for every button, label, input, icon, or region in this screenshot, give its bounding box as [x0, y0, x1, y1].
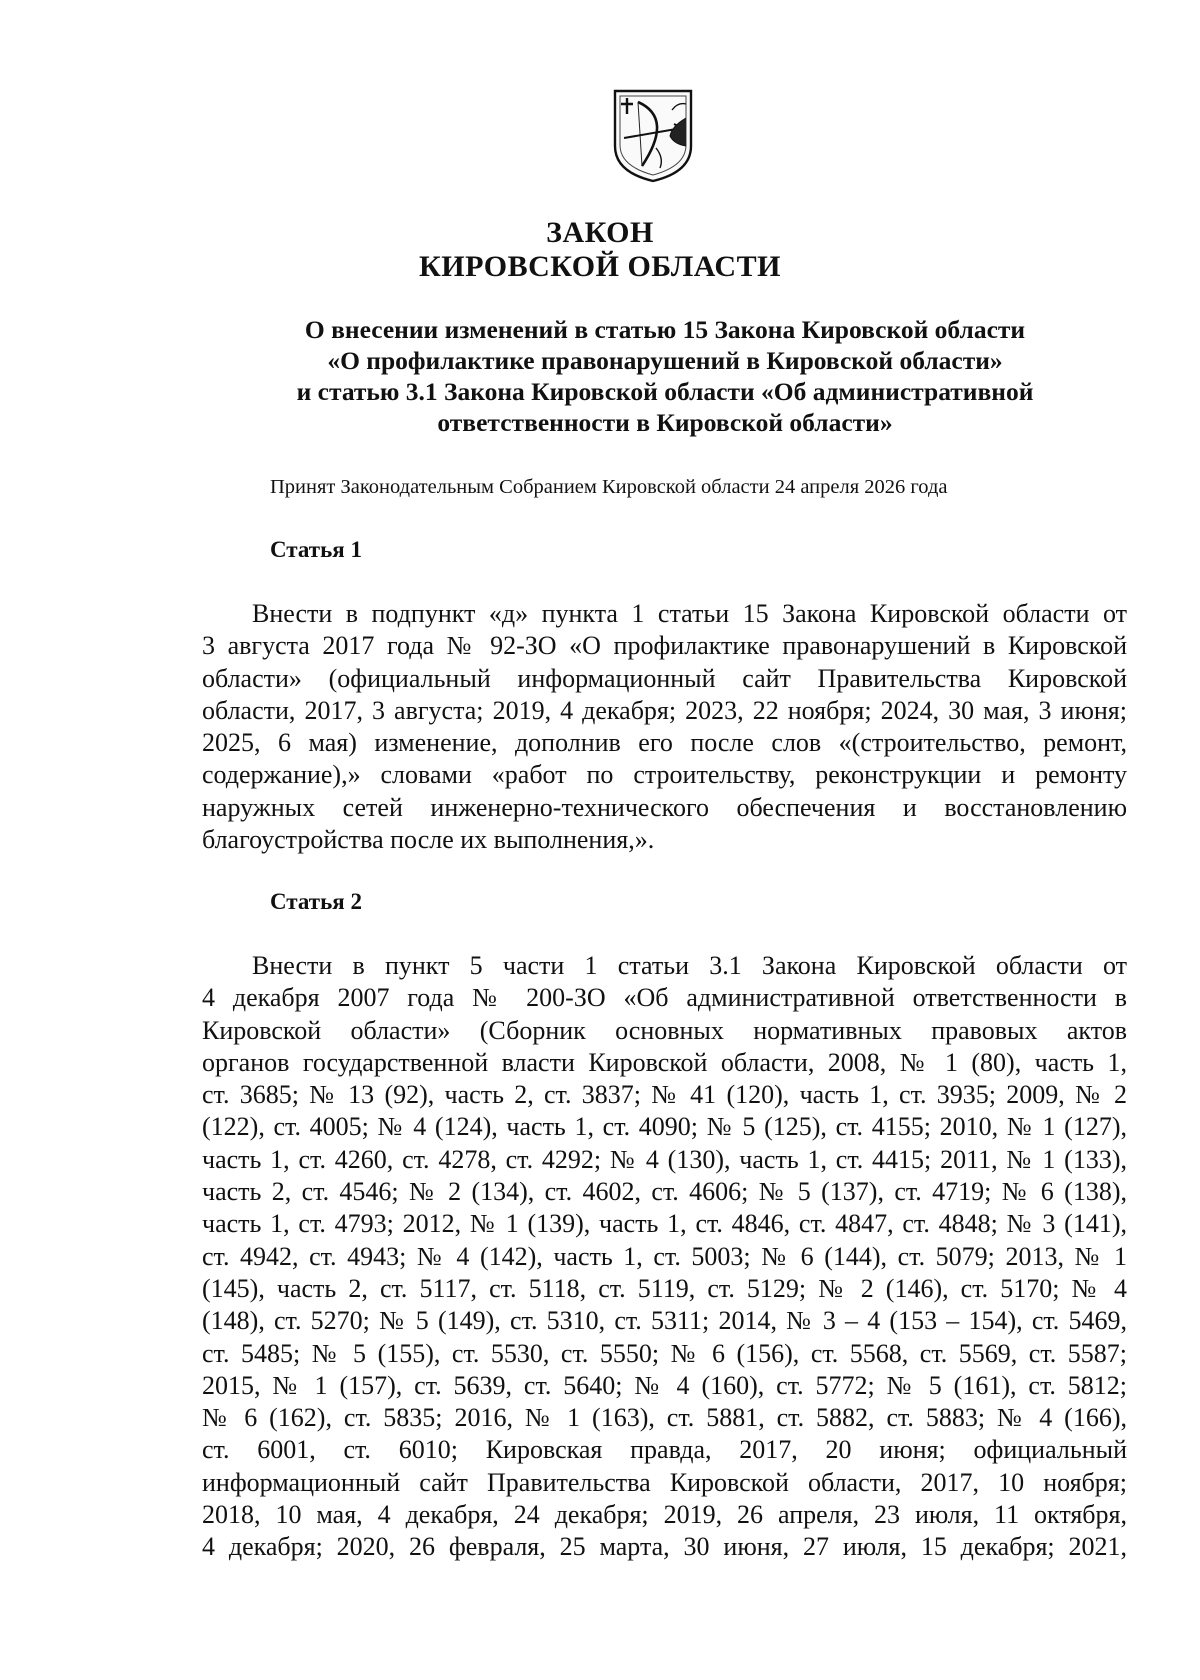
text-line: 2018, 10 мая, 4 декабря, 24 декабря; 2019, 26 апреля, 23 июля, 11 октября, — [202, 1500, 1127, 1530]
text-line: ст. 3685; № 13 (92), часть 2, ст. 3837; № 41 (120), часть 1, ст. 3935; 2009, № 2 — [202, 1080, 1127, 1110]
text-line: содержание),» словами «работ по строительству, реконструкции и ремонту — [202, 760, 1127, 790]
text-line: ст. 6001, ст. 6010; Кировская правда, 2017, 20 июня; официальный — [202, 1435, 1127, 1465]
subject-line: и статью 3.1 Закона Кировской области «Об административной — [296, 377, 1034, 406]
text-line: 4 декабря 2007 года № 200-ЗО «Об административной ответственности в — [202, 983, 1127, 1013]
text-line: ст. 4942, ст. 4943; № 4 (142), часть 1, ст. 5003; № 6 (144), ст. 5079; 2013, № 1 — [202, 1241, 1127, 1271]
article-1-title: Статья 1 — [270, 537, 362, 562]
text-line: № 6 (162), ст. 5835; 2016, № 1 (163), ст. 5881, ст. 5882, ст. 5883; № 4 (166), — [202, 1403, 1127, 1433]
coat-of-arms-emblem — [612, 88, 694, 184]
text-line: (122), ст. 4005; № 4 (124), часть 1, ст. 4090; № 5 (125), ст. 4155; 2010, № 1 (127), — [202, 1112, 1127, 1142]
text-line: (145), часть 2, ст. 5117, ст. 5118, ст. 5119, ст. 5129; № 2 (146), ст. 5170; № 4 — [202, 1273, 1127, 1303]
text-line: области» (официальный информационный сайт Правительства Кировской — [202, 663, 1127, 693]
text-line: органов государственной власти Кировской области, 2008, № 1 (80), часть 1, — [202, 1047, 1127, 1077]
text-line: благоустройства после их выполнения,». — [202, 825, 655, 855]
text-line: области, 2017, 3 августа; 2019, 4 декабря; 2023, 22 ноября; 2024, 30 мая, 3 июня; — [202, 695, 1127, 725]
text-line: (148), ст. 5270; № 5 (149), ст. 5310, ст. 5311; 2014, № 3 – 4 (153 – 154), ст. 5469, — [202, 1306, 1127, 1336]
law-subject — [235, 314, 1095, 438]
text-line: часть 2, ст. 4546; № 2 (134), ст. 4602, ст. 4606; № 5 (137), ст. 4719; № 6 (138), — [202, 1177, 1127, 1207]
text-line: ст. 5485; № 5 (155), ст. 5530, ст. 5550; № 6 (156), ст. 5568, ст. 5569, ст. 5587; — [202, 1338, 1127, 1368]
text-line: 4 декабря; 2020, 26 февраля, 25 марта, 30 июня, 27 июля, 15 декабря; 2021, — [202, 1532, 1127, 1562]
text-line: Кировской области» (Сборник основных нормативных правовых актов — [202, 1015, 1127, 1045]
article-2-text — [202, 950, 1127, 1564]
subject-line: «О профилактике правонарушений в Кировской области» — [327, 346, 1003, 375]
text-line: информационный сайт Правительства Кировской области, 2017, 10 ноября; — [202, 1467, 1127, 1497]
law-region-title: КИРОВСКОЙ ОБЛАСТИ — [419, 250, 781, 283]
text-line: наружных сетей инженерно-технического обеспечения и восстановлению — [202, 792, 1127, 822]
article-1-text — [202, 598, 1127, 856]
law-title: ЗАКОН — [546, 216, 654, 249]
text-line: Внести в пункт 5 части 1 статьи 3.1 Закона Кировской области от — [252, 951, 1127, 980]
adoption-note: Принят Законодательным Собранием Кировской области 24 апреля 2026 года — [270, 476, 948, 498]
subject-line: О внесении изменений в статью 15 Закона Кировской области — [304, 315, 1026, 344]
subject-line: ответственности в Кировской области» — [437, 408, 893, 437]
text-line: часть 1, ст. 4260, ст. 4278, ст. 4292; № 4 (130), часть 1, ст. 4415; 2011, № 1 (133), — [202, 1144, 1127, 1174]
text-line: часть 1, ст. 4793; 2012, № 1 (139), часть 1, ст. 4846, ст. 4847, ст. 4848; № 3 (141), — [202, 1209, 1127, 1239]
article-2-title: Статья 2 — [270, 889, 362, 914]
text-line: 2015, № 1 (157), ст. 5639, ст. 5640; № 4 (160), ст. 5772; № 5 (161), ст. 5812; — [202, 1370, 1127, 1400]
text-line: 3 августа 2017 года № 92-ЗО «О профилактике правонарушений в Кировской — [202, 631, 1127, 661]
text-line: 2025, 6 мая) изменение, дополнив его после слов «(строительство, ремонт, — [202, 728, 1127, 758]
text-line: Внести в подпункт «д» пункта 1 статьи 15 Закона Кировской области от — [252, 599, 1127, 628]
